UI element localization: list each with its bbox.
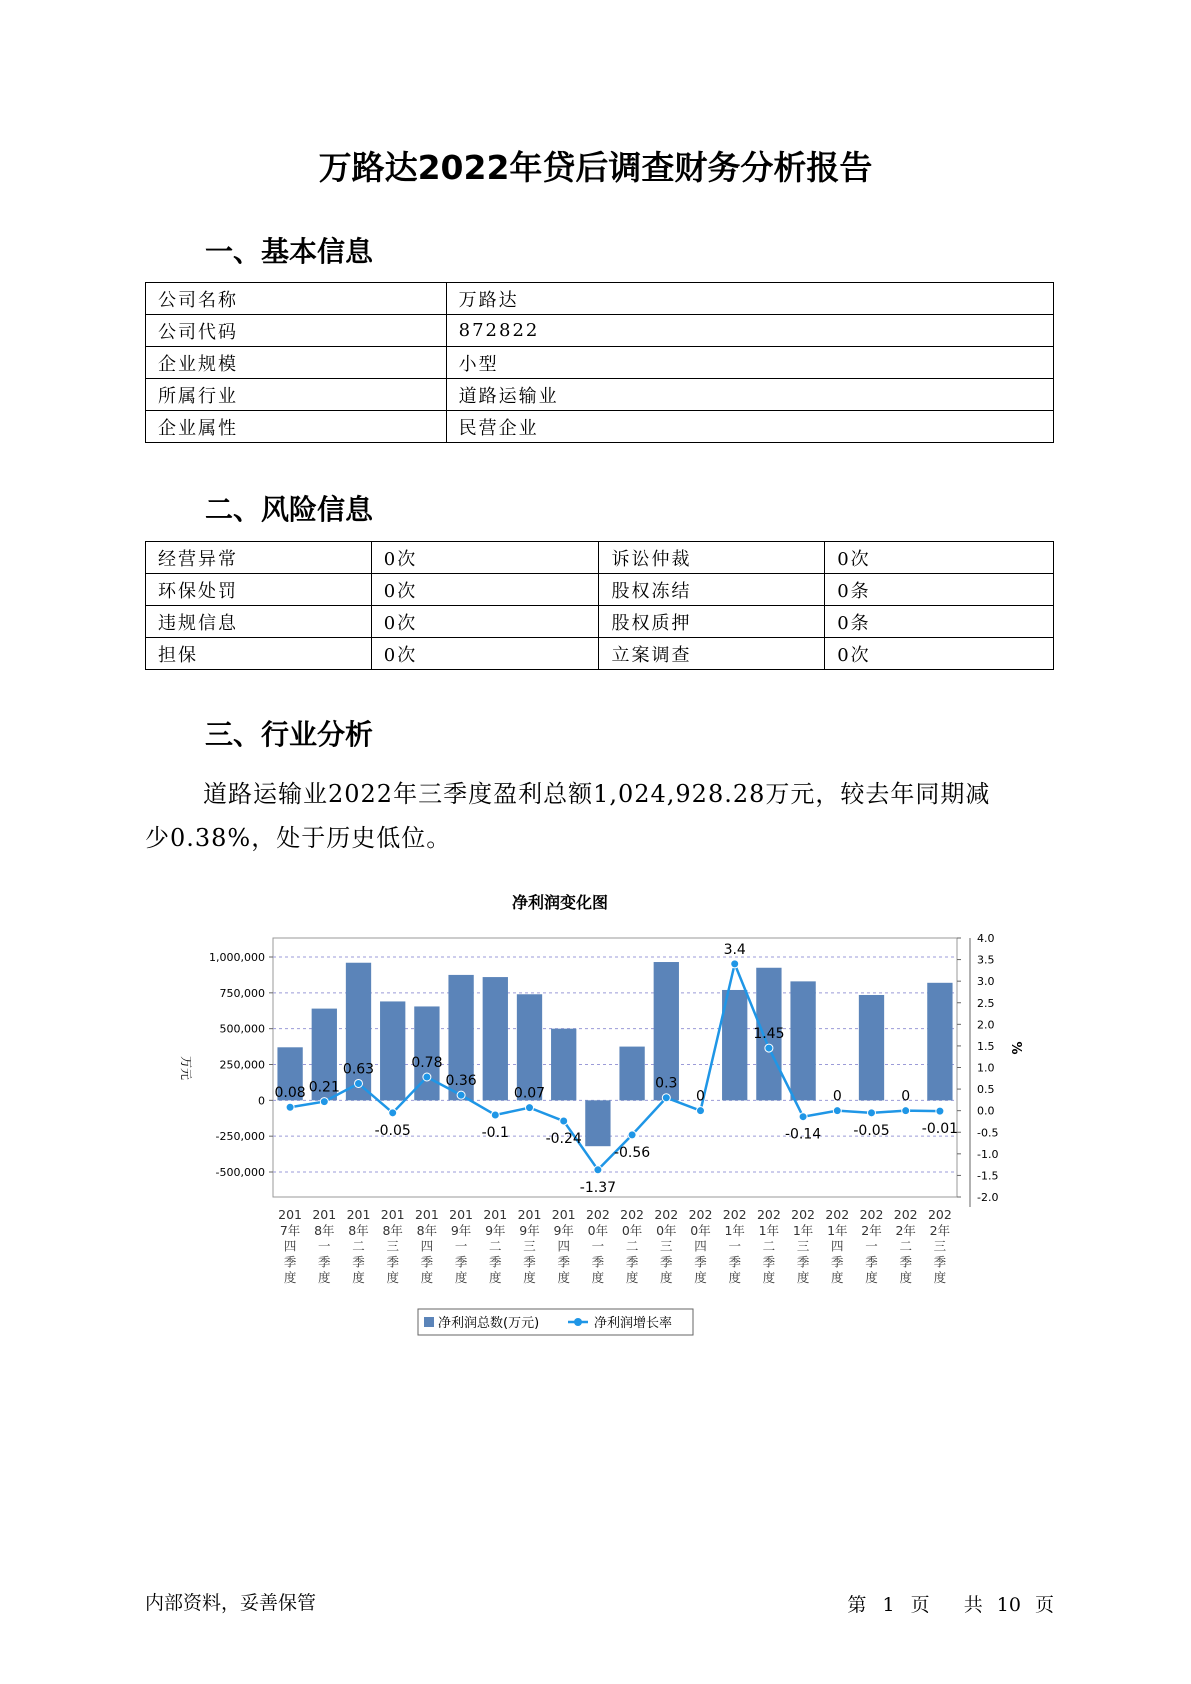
basic-info-row [146, 411, 1054, 443]
risk-info-label: 环保处罚 [146, 574, 372, 606]
legend-line-marker [574, 1318, 582, 1326]
risk-info-label: 违规信息 [146, 606, 372, 638]
x-tick-label: 202 0年二季度 [620, 1207, 645, 1286]
right-tick-label: -0.5 [977, 1126, 999, 1140]
risk-info-table [145, 541, 1054, 670]
x-tick-label: 202 1年四季度 [825, 1207, 850, 1286]
basic-info-label: 公司名称 [146, 283, 447, 315]
risk-info-label: 股权冻结 [599, 574, 825, 606]
x-tick-label: 202 0年一季度 [585, 1207, 610, 1286]
growth-rate-label: 0.08 [274, 1085, 306, 1102]
growth-rate-label: 0.78 [411, 1054, 443, 1071]
risk-info-row [146, 638, 1054, 670]
bar [483, 977, 508, 1100]
bar [790, 981, 815, 1100]
x-tick-label: 201 9年三季度 [517, 1207, 542, 1286]
basic-info-value: 万路达 [446, 283, 1053, 315]
growth-rate-point [799, 1113, 807, 1121]
right-tick-label: 0.0 [977, 1104, 995, 1118]
growth-rate-point [833, 1107, 841, 1115]
basic-info-value: 道路运输业 [446, 379, 1053, 411]
footer-page-prefix: 第 [847, 1594, 867, 1616]
x-tick-label: 201 9年四季度 [551, 1207, 576, 1286]
left-tick-label: 500,000 [219, 1022, 265, 1036]
growth-rate-label: 3.4 [723, 941, 746, 958]
x-tick-label: 202 2年二季度 [893, 1207, 918, 1286]
growth-rate-label: -0.1 [481, 1124, 509, 1141]
bar [585, 1100, 610, 1146]
risk-info-row [146, 574, 1054, 606]
x-tick-label: 202 1年一季度 [722, 1207, 747, 1286]
growth-rate-label: 0.07 [513, 1085, 546, 1102]
footer-page-current: 1 [882, 1594, 895, 1616]
growth-rate-point [731, 960, 739, 968]
growth-rate-point [868, 1109, 876, 1117]
section-heading-risk-info: 二、风险信息 [205, 493, 374, 526]
basic-info-label: 企业规模 [146, 347, 447, 379]
x-tick-label: 201 8年一季度 [312, 1207, 337, 1286]
basic-info-value: 872822 [446, 315, 1053, 347]
growth-rate-point [286, 1103, 294, 1111]
x-tick-label: 201 9年二季度 [483, 1207, 508, 1286]
x-tick-label: 201 9年一季度 [449, 1207, 474, 1286]
growth-rate-label: -0.56 [613, 1144, 651, 1161]
x-tick-label: 202 1年二季度 [756, 1207, 781, 1286]
x-tick-label: 201 7年四季度 [278, 1207, 303, 1286]
bar [517, 994, 542, 1100]
basic-info-label: 所属行业 [146, 379, 447, 411]
growth-rate-point [662, 1094, 670, 1102]
industry-paragraph [145, 772, 1055, 860]
left-tick-label: -250,000 [215, 1130, 265, 1144]
growth-rate-label: 0.63 [342, 1061, 375, 1078]
growth-rate-label: -1.37 [579, 1179, 617, 1196]
risk-info-value: 0条 [825, 574, 1054, 606]
basic-info-label: 公司代码 [146, 315, 447, 347]
growth-rate-label: 0.36 [445, 1073, 477, 1090]
growth-rate-point [765, 1044, 773, 1052]
basic-info-row [146, 283, 1054, 315]
x-tick-label: 201 8年三季度 [380, 1207, 405, 1286]
risk-info-value: 0次 [371, 542, 599, 574]
growth-rate-label: -0.05 [374, 1122, 411, 1139]
risk-info-label: 担保 [146, 638, 372, 670]
bar [551, 1029, 576, 1101]
bar [927, 983, 952, 1101]
risk-info-label: 经营异常 [146, 542, 372, 574]
footer-page-mid: 页 [910, 1594, 930, 1616]
growth-rate-point [902, 1107, 910, 1115]
x-tick-label: 202 0年三季度 [654, 1207, 679, 1286]
left-tick-label: -500,000 [215, 1166, 265, 1179]
x-tick-label: 201 8年二季度 [346, 1207, 371, 1286]
industry-paragraph-line-1: 道路运输业2022年三季度盈利总额1,024,928.28万元，较去年同期减 [203, 780, 991, 808]
footer-total-prefix: 共 [963, 1594, 983, 1616]
risk-info-value: 0次 [371, 638, 599, 670]
growth-rate-point [697, 1107, 705, 1115]
growth-rate-label: 0.21 [308, 1079, 340, 1096]
bar [619, 1047, 644, 1101]
left-tick-label: 750,000 [219, 986, 265, 1000]
x-tick-label: 202 0年四季度 [688, 1207, 713, 1286]
net-profit-chart-svg [170, 890, 1023, 1350]
footer-page-number [847, 1590, 1054, 1617]
growth-rate-point [320, 1098, 328, 1106]
growth-rate-point [457, 1091, 465, 1099]
right-tick-label: 1.5 [977, 1039, 995, 1053]
growth-rate-point [526, 1104, 534, 1112]
bar [859, 995, 884, 1100]
legend-line-label: 净利润增长率 [594, 1316, 673, 1331]
basic-info-value: 小型 [446, 347, 1053, 379]
risk-info-value: 0次 [825, 542, 1054, 574]
right-tick-label: -1.5 [977, 1169, 999, 1183]
risk-info-value: 0次 [825, 638, 1054, 670]
growth-rate-point [594, 1166, 602, 1174]
right-tick-label: 3.0 [977, 975, 995, 989]
growth-rate-label: 0 [696, 1088, 705, 1105]
left-tick-label: 0 [258, 1094, 265, 1108]
right-tick-label: 1.0 [977, 1061, 995, 1075]
growth-rate-point [936, 1107, 944, 1115]
risk-info-label: 诉讼仲裁 [599, 542, 825, 574]
growth-rate-label: -0.05 [853, 1122, 890, 1139]
right-tick-label: 2.0 [977, 1018, 995, 1032]
basic-info-row [146, 315, 1054, 347]
risk-info-label: 股权质押 [599, 606, 825, 638]
risk-info-value: 0次 [371, 606, 599, 638]
risk-info-row [146, 606, 1054, 638]
bar [380, 1001, 405, 1100]
right-tick-label: 2.5 [977, 996, 995, 1010]
basic-info-table [145, 282, 1054, 443]
right-axis-title: % [1008, 1041, 1023, 1055]
right-tick-label: 3.5 [977, 953, 995, 967]
section-heading-industry: 三、行业分析 [205, 718, 374, 751]
growth-rate-label: -0.24 [545, 1131, 582, 1148]
growth-rate-point [355, 1079, 363, 1087]
footer-confidential: 内部资料，妥善保管 [145, 1592, 317, 1614]
section-heading-basic-info: 一、基本信息 [205, 235, 374, 268]
legend-bar-swatch [424, 1317, 434, 1327]
industry-paragraph-line-2: 少0.38%，处于历史低位。 [145, 824, 452, 852]
left-tick-label: 250,000 [219, 1058, 265, 1072]
growth-rate-label: -0.01 [921, 1121, 959, 1138]
x-tick-label: 202 2年一季度 [859, 1207, 884, 1286]
footer-total-suffix: 页 [1034, 1594, 1054, 1616]
left-axis-title: 万元 [179, 1055, 193, 1081]
x-tick-label: 202 2年三季度 [927, 1207, 952, 1286]
basic-info-value: 民营企业 [446, 411, 1053, 443]
basic-info-row [146, 379, 1054, 411]
growth-rate-point [491, 1111, 499, 1119]
growth-rate-label: 1.45 [753, 1026, 785, 1043]
growth-rate-point [423, 1073, 431, 1081]
growth-rate-point [389, 1109, 397, 1117]
risk-info-value: 0次 [371, 574, 599, 606]
report-title: 万路达2022年贷后调查财务分析报告 [318, 148, 873, 187]
x-tick-label: 201 8年四季度 [414, 1207, 439, 1286]
right-tick-label: 4.0 [977, 932, 995, 945]
left-tick-label: 1,000,000 [209, 951, 265, 964]
right-tick-label: -1.0 [977, 1147, 999, 1161]
growth-rate-point [560, 1117, 568, 1125]
growth-rate-label: -0.14 [784, 1126, 822, 1143]
growth-rate-point [628, 1131, 636, 1139]
chart-title: 净利润变化图 [511, 893, 609, 912]
right-tick-label: -2.0 [977, 1191, 999, 1204]
basic-info-label: 企业属性 [146, 411, 447, 443]
growth-rate-label: 0 [832, 1088, 842, 1105]
footer-total-pages: 10 [996, 1594, 1021, 1616]
growth-rate-label: 0.3 [655, 1075, 678, 1092]
risk-info-row [146, 542, 1054, 574]
risk-info-label: 立案调查 [599, 638, 825, 670]
right-tick-label: 0.5 [977, 1083, 995, 1097]
net-profit-chart [170, 890, 1023, 1350]
risk-info-value: 0条 [825, 606, 1054, 638]
legend-bar-label: 净利润总数(万元) [438, 1316, 540, 1331]
growth-rate-label: 0 [901, 1088, 911, 1105]
basic-info-row [146, 347, 1054, 379]
x-tick-label: 202 1年三季度 [791, 1207, 816, 1286]
